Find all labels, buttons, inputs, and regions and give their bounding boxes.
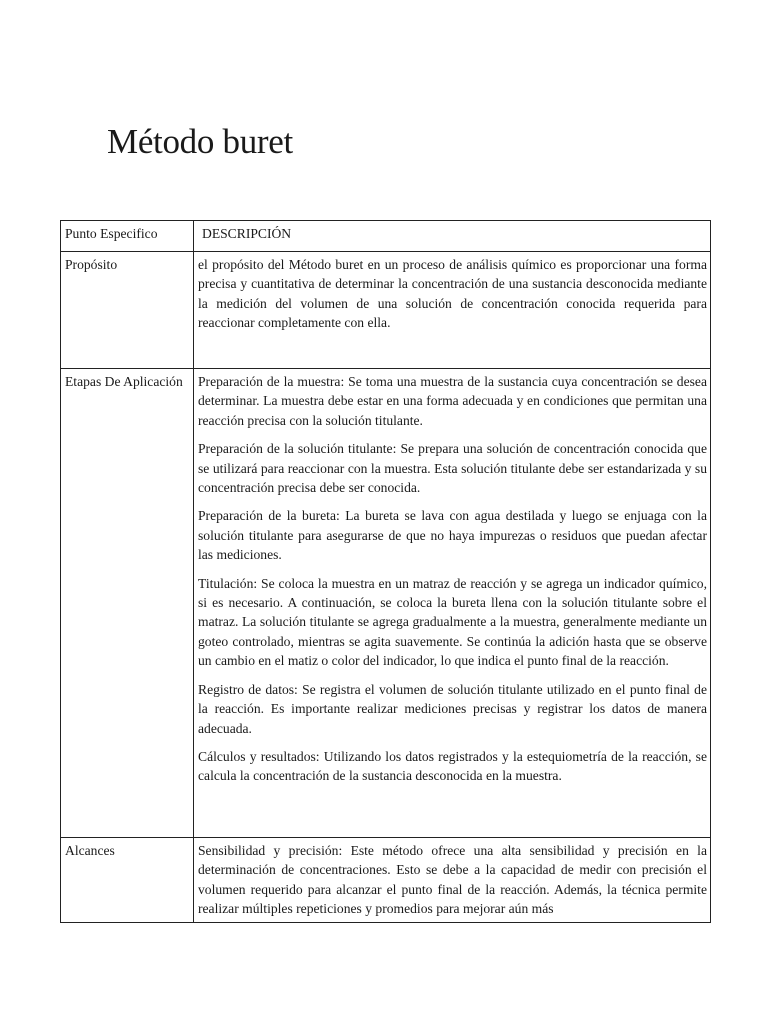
row-label-alcances: Alcances <box>61 838 194 923</box>
table-row-proposito <box>61 252 711 369</box>
description-paragraph-registro-datos: Registro de datos: Se registra el volumen de solución titulante utilizado en el punto final de la reacción. Es importante realizar mediciones precisas y registrar los datos de manera adecuada. <box>198 681 707 736</box>
row-description-etapas <box>194 369 711 838</box>
header-punto-especifico: Punto Especifico <box>61 221 194 252</box>
table-row-etapas <box>61 369 711 838</box>
row-label-etapas: Etapas De Aplicación <box>61 369 194 838</box>
row-label-proposito: Propósito <box>61 252 194 369</box>
description-paragraph-calculos: Cálculos y resultados: Utilizando los datos registrados y la estequiometría de la reacción, se calcula la concentración de la sustancia desconocida en la muestra. <box>198 748 707 784</box>
row-description-proposito <box>194 252 711 369</box>
description-paragraph: el propósito del Método buret en un proceso de análisis químico es proporcionar una forma precisa y cuantitativa de determinar la concentración de una sustancia desconocida mediante la medición del volumen de una solución de concentración conocida requerida para reaccionar completamente con ella. <box>198 257 707 331</box>
content-table <box>60 220 711 923</box>
table-row-alcances <box>61 838 711 923</box>
description-paragraph-preparacion-muestra: Preparación de la muestra: Se toma una muestra de la sustancia cuya concentración se desea determinar. La muestra debe estar en una forma adecuada y en condiciones que permitan una reacción precisa con la solución titulante. <box>198 374 707 428</box>
description-paragraph-solucion-titulante: Preparación de la solución titulante: Se prepara una solución de concentración conocida que se utilizará para reaccionar con la muestra. Esta solución titulante debe ser estandarizada y su concentración precisa debe ser conocida. <box>198 441 707 496</box>
header-descripcion: DESCRIPCIÓN <box>194 221 711 252</box>
table-header-row <box>61 221 711 252</box>
description-paragraph-preparacion-bureta: Preparación de la bureta: La bureta se lava con agua destilada y luego se enjuaga con la solución titulante para asegurarse de que no haya impurezas o residuos que puedan afectar las mediciones. <box>198 508 707 563</box>
description-paragraph-titulacion: Titulación: Se coloca la muestra en un matraz de reacción y se agrega un indicador químico, si es necesario. A continuación, se coloca la bureta llena con la solución titulante sobre el matraz. La solución titulante se agrega gradualmente a la muestra, generalmente mediante un goteo controlado, mientras se agita suavemente. Se continúa la adición hasta que se observe un cambio en el matiz o color del indicador, lo que indica el punto final de la reacción. <box>198 575 707 669</box>
page-title: Método buret <box>107 122 293 161</box>
description-paragraph-sensibilidad: Sensibilidad y precisión: Este método ofrece una alta sensibilidad y precisión en la determinación de concentraciones. Esto se debe a la capacidad de medir con precisión el volumen requerido para alcanzar el punto final de la reacción. Además, la técnica permite realizar múltiples repeticiones y promedios para mejorar aún más <box>198 843 707 917</box>
row-description-alcances <box>194 838 711 923</box>
